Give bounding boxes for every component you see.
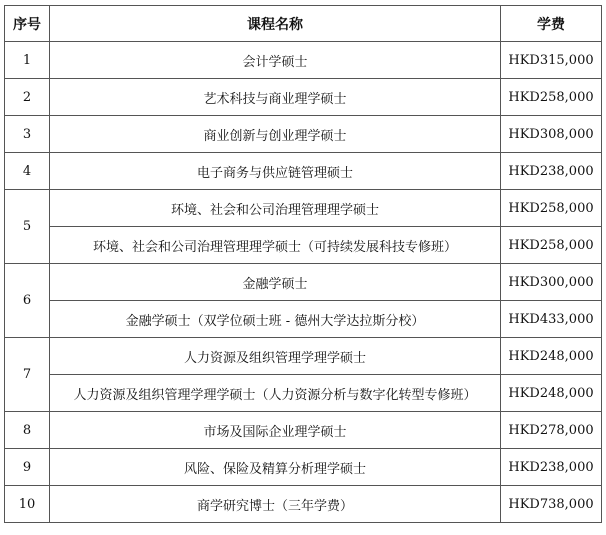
table-row [5, 264, 602, 301]
tuition-fee: HKD300,000 [501, 264, 602, 301]
course-name: 市场及国际企业理学硕士 [50, 412, 501, 449]
course-name: 金融学硕士（双学位硕士班 - 德州大学达拉斯分校） [50, 301, 501, 338]
table-row [5, 42, 602, 79]
table-row [5, 190, 602, 227]
table-row [5, 486, 602, 523]
row-index: 5 [5, 190, 50, 264]
row-index: 10 [5, 486, 50, 523]
table-row [5, 375, 602, 412]
tuition-table-container [4, 5, 602, 523]
row-index: 7 [5, 338, 50, 412]
table-row [5, 338, 602, 375]
course-name: 人力资源及组织管理学理学硕士（人力资源分析与数字化转型专修班） [50, 375, 501, 412]
course-name: 艺术科技与商业理学硕士 [50, 79, 501, 116]
tuition-fee: HKD258,000 [501, 227, 602, 264]
table-row [5, 227, 602, 264]
tuition-table [4, 5, 602, 523]
table-row [5, 412, 602, 449]
tuition-fee: HKD248,000 [501, 375, 602, 412]
course-name: 风险、保险及精算分析理学硕士 [50, 449, 501, 486]
tuition-fee: HKD315,000 [501, 42, 602, 79]
tuition-fee: HKD248,000 [501, 338, 602, 375]
header-row [5, 6, 602, 42]
tuition-fee: HKD238,000 [501, 153, 602, 190]
course-name: 人力资源及组织管理学理学硕士 [50, 338, 501, 375]
row-index: 8 [5, 412, 50, 449]
table-row [5, 153, 602, 190]
table-row [5, 449, 602, 486]
course-name: 环境、社会和公司治理管理理学硕士（可持续发展科技专修班） [50, 227, 501, 264]
tuition-fee: HKD238,000 [501, 449, 602, 486]
tuition-fee: HKD433,000 [501, 301, 602, 338]
tuition-fee: HKD278,000 [501, 412, 602, 449]
table-row [5, 301, 602, 338]
row-index: 3 [5, 116, 50, 153]
course-name: 电子商务与供应链管理硕士 [50, 153, 501, 190]
row-index: 6 [5, 264, 50, 338]
course-name: 会计学硕士 [50, 42, 501, 79]
tuition-fee: HKD738,000 [501, 486, 602, 523]
tuition-fee: HKD258,000 [501, 79, 602, 116]
course-name: 金融学硕士 [50, 264, 501, 301]
table-row [5, 79, 602, 116]
tuition-fee: HKD308,000 [501, 116, 602, 153]
course-name: 商业创新与创业理学硕士 [50, 116, 501, 153]
course-name: 环境、社会和公司治理管理理学硕士 [50, 190, 501, 227]
row-index: 9 [5, 449, 50, 486]
table-row [5, 116, 602, 153]
row-index: 4 [5, 153, 50, 190]
header-tuition: 学费 [501, 6, 602, 42]
header-course-name: 课程名称 [50, 6, 501, 42]
row-index: 2 [5, 79, 50, 116]
header-index: 序号 [5, 6, 50, 42]
course-name: 商学研究博士（三年学费） [50, 486, 501, 523]
tuition-fee: HKD258,000 [501, 190, 602, 227]
row-index: 1 [5, 42, 50, 79]
